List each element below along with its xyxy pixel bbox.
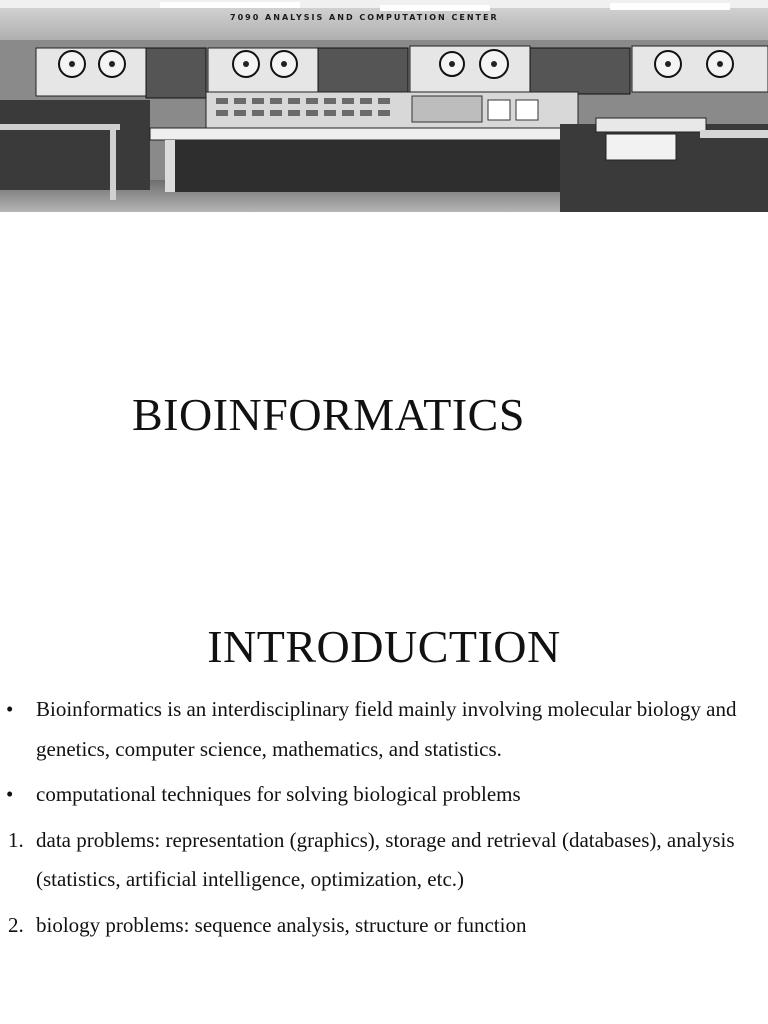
list-item-text: biology problems: sequence analysis, structure or function: [36, 912, 527, 937]
bullet-marker: •: [6, 782, 14, 806]
list-item: [0, 775, 768, 815]
bullet-marker: •: [6, 697, 14, 721]
list-item: [0, 906, 768, 946]
slide-title-bioinformatics: BIOINFORMATICS: [132, 389, 525, 440]
list-item-text: data problems: representation (graphics), storage and retrieval (databases), analysis (statistics, artificial intelligence, optimization, etc.): [36, 827, 735, 891]
list-item: [0, 690, 768, 769]
list-item-text: computational techniques for solving biological problems: [36, 782, 521, 806]
number-marker: 1.: [8, 827, 24, 852]
photo-illustration: [0, 0, 768, 212]
list-item: [0, 821, 768, 900]
photo-sign-text: 7090 ANALYSIS AND COMPUTATION CENTER: [230, 13, 499, 22]
list-item-text: Bioinformatics is an interdisciplinary field mainly involving molecular biology and genetics, computer science, mathematics, and statistics.: [36, 697, 737, 761]
number-marker: 2.: [8, 912, 24, 937]
introduction-list: [0, 690, 768, 945]
slide-title-introduction: INTRODUCTION: [207, 621, 561, 672]
computer-room-photo: [0, 0, 768, 212]
